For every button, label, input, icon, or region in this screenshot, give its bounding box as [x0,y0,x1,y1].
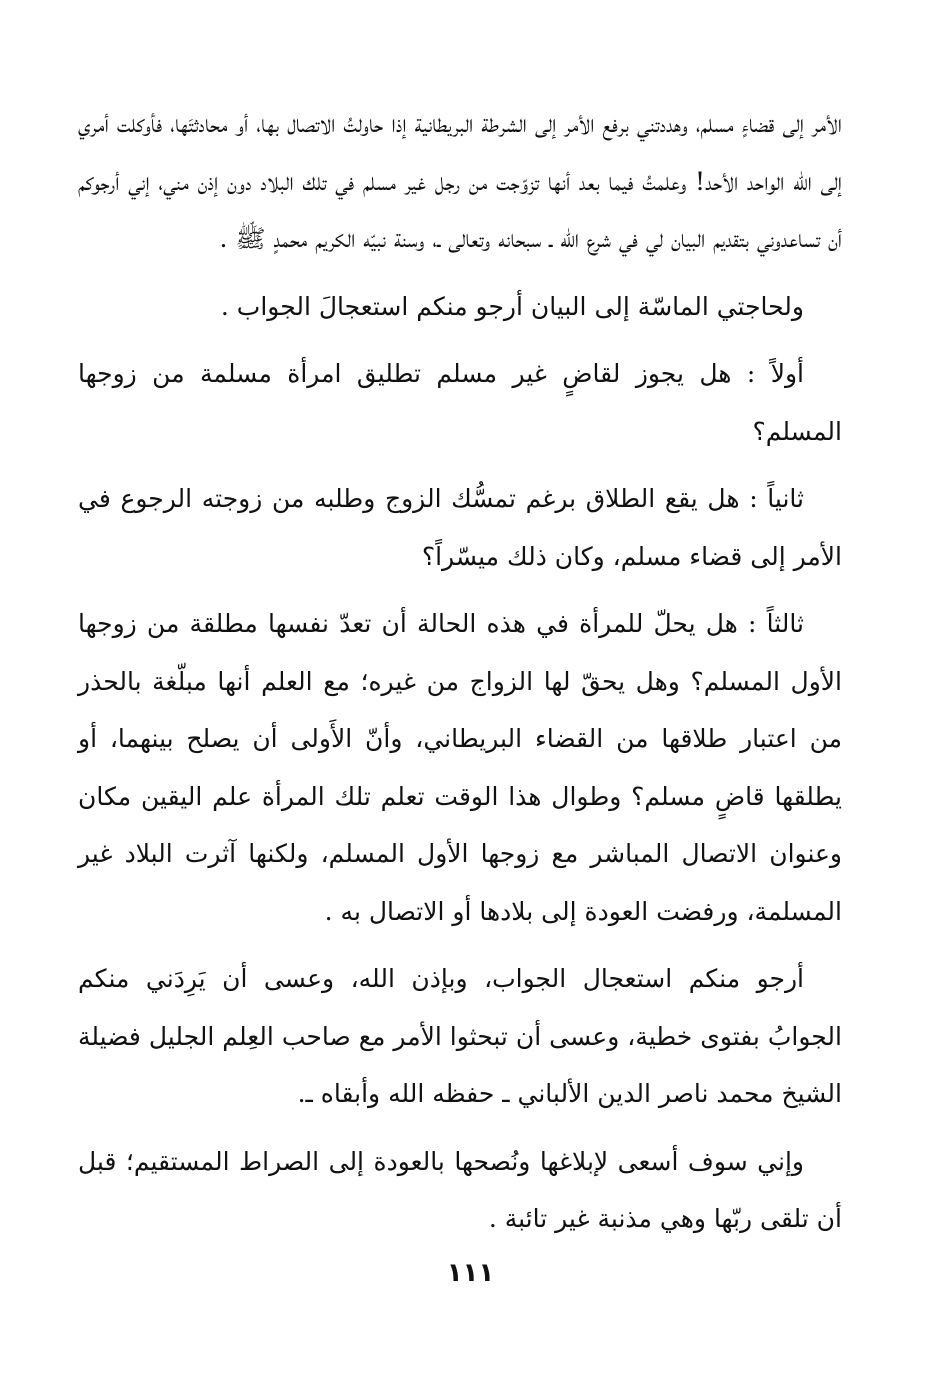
body-text [78,95,842,1258]
paragraph-closing: وإني سوف أسعى لإبلاغها ونُصحها بالعودة إلى الصراط المستقيم؛ قبل أن تلقى ربّها وهي مذنبة غير تائبة . [78,1146,842,1233]
paragraph-fatwa-request: أرجو منكم استعجال الجواب، وبإذن الله، وعسى أن يَرِدَني منكم الجوابُ بفتوى خطية، وعسى أن تبحثوا الأمر مع صاحب العِلم الجليل فضيلة الشيخ محمد ناصر الدين الألباني ـ حفظه الله وأبقاه ـ. [78,964,842,1108]
paragraph-urgent-request: ولحاجتي الماسّة إلى البيان أرجو منكم استعجالَ الجواب . [220,291,804,321]
paragraph-question-first: أولاً : هل يجوز لقاضٍ غير مسلم تطليق امرأة مسلمة من زوجها المسلم؟ [78,359,842,446]
paragraph-question-second: ثانياً : هل يقع الطلاق برغم تمسُّك الزوج وطلبه من زوجته الرجوع في الأمر إلى قضاء مسلم، وكان ذلك ميسّراً؟ [78,484,842,571]
paragraph-question-third: ثالثاً : هل يحلّ للمرأة في هذه الحالة أن تعدّ نفسها مطلقة من زوجها الأول المسلم؟ وهل يحقّ لها الزواج من غيره؛ مع العلم أنها مبلّغة بالحذر من اعتبار طلاقها من القضاء البريطاني، وأنّ الأَولى أن يصلح بينهما، أو يطلقها قاضٍ مسلم؟ وطوال هذا الوقت تعلم تلك المرأة علم اليقين مكان وعنوان الاتصال المباشر مع زوجها الأول المسلم، ولكنها آثرت البلاد غير المسلمة، ورفضت العودة إلى بلادها أو الاتصال به . [78,609,842,926]
paragraph-letter-continuation: الأمر إلى قضاءٍ مسلم، وهددتني برفع الأمر إلى الشرطة البريطانية إذا حاولتُ الاتصال بها، أو محادثتَها، فأوكلت أمري إلى الله الواحد الأحد! وعلمتُ فيما بعد أنها تزوّجت من رجل غير مسلم في تلك البلاد دون إذن مني، إني أرجوكم أن تساعدوني بتقديم البيان لي في شرع الله ـ سبحانه وتعالى ـ، وسنة نبيّه الكريم محمدٍ ﷺ . [78,109,842,253]
page-number: ١١١ [446,1258,495,1288]
